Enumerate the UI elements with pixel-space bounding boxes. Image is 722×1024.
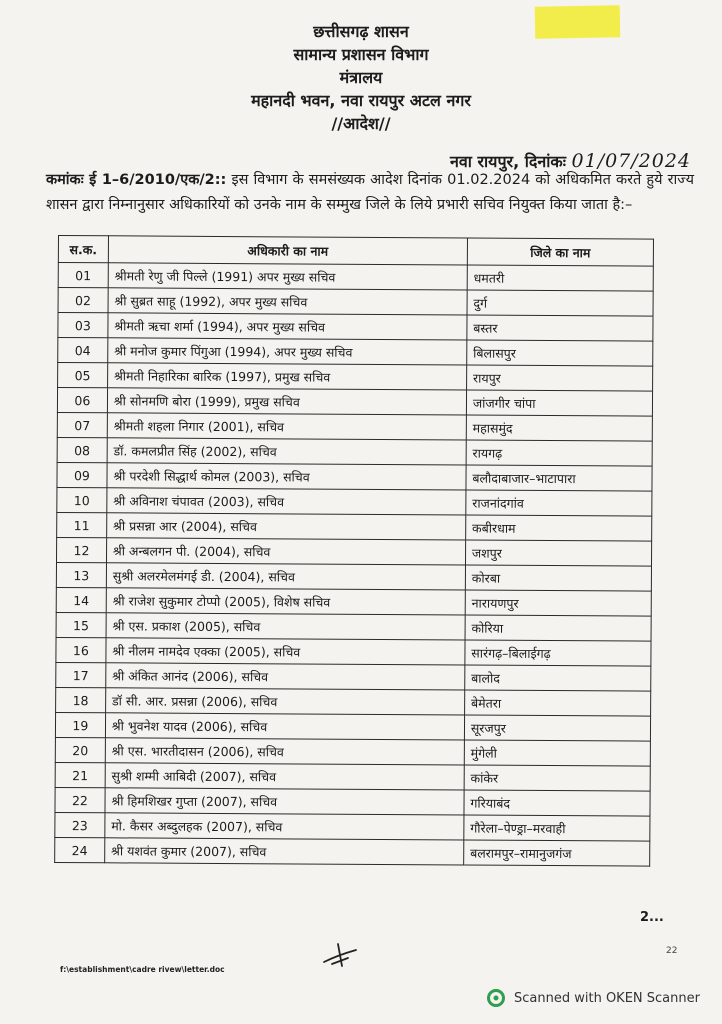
table-row: [55, 712, 650, 741]
oken-scanner-logo-icon: [486, 988, 506, 1008]
row-serial: 14: [56, 587, 106, 612]
order-reference: कमांकः ई 1–6/2010/एक/2::: [46, 172, 227, 188]
row-officer-name: श्री यशवंत कुमार (2007), सचिव: [104, 838, 463, 865]
row-district-name: बिलासपुर: [467, 340, 653, 366]
table-row: [58, 263, 653, 292]
row-serial: 10: [57, 487, 107, 512]
row-officer-name: श्री राजेश सुकुमार टोप्पो (2005), विशेष सचिव: [106, 588, 465, 615]
row-district-name: नारायणपुर: [465, 590, 651, 616]
row-officer-name: डॉ सी. आर. प्रसन्ना (2006), सचिव: [105, 688, 464, 715]
row-officer-name: श्री मनोज कुमार पिंगुआ (1994), अपर मुख्य सचिव: [108, 338, 467, 365]
row-district-name: कबीरधाम: [466, 515, 652, 541]
row-serial: 08: [57, 437, 107, 462]
row-serial: 05: [58, 363, 108, 388]
row-officer-name: सुश्री शम्मी आबिदी (2007), सचिव: [105, 763, 464, 790]
header-ministry: मंत्रालय: [339, 68, 383, 87]
table-row: [56, 587, 651, 616]
row-officer-name: श्री सोनमणि बोरा (1999), प्रमुख सचिव: [107, 388, 466, 415]
row-district-name: रायपुर: [466, 365, 652, 391]
row-district-name: गौरेला–पेण्ड्रा–मरवाही: [464, 815, 650, 841]
row-district-name: मुंगेली: [464, 740, 650, 766]
row-district-name: राजनांदगांव: [466, 490, 652, 516]
row-serial: 15: [56, 612, 106, 637]
row-district-name: कांकेर: [464, 765, 650, 791]
row-district-name: कोरबा: [465, 565, 651, 591]
table-row: [57, 437, 652, 466]
row-serial: 23: [55, 812, 105, 837]
header-officer: अधिकारी का नाम: [108, 236, 467, 265]
row-officer-name: श्री अन्बलगन पी. (2004), सचिव: [106, 538, 465, 565]
row-district-name: जांजगीर चांपा: [466, 390, 652, 416]
table-row: [57, 512, 652, 541]
row-officer-name: श्री प्रसन्ना आर (2004), सचिव: [106, 513, 465, 540]
row-district-name: जशपुर: [465, 540, 651, 566]
row-serial: 18: [56, 687, 106, 712]
row-serial: 20: [55, 737, 105, 762]
row-serial: 06: [57, 388, 107, 413]
table-row: [55, 762, 650, 791]
row-district-name: बेमेतरा: [464, 690, 650, 716]
row-district-name: दुर्ग: [467, 290, 653, 316]
row-district-name: महासमुंद: [466, 415, 652, 441]
header-order-title: //आदेश//: [331, 114, 391, 133]
row-officer-name: मो. कैसर अब्दुलहक (2007), सचिव: [105, 813, 464, 840]
row-serial: 13: [56, 562, 106, 587]
row-officer-name: श्री अविनाश चंपावत (2003), सचिव: [107, 488, 466, 515]
row-officer-name: श्री नीलम नामदेव एक्का (2005), सचिव: [106, 638, 465, 665]
scanner-watermark: [486, 988, 700, 1008]
table-row: [57, 487, 652, 516]
officer-district-table: [54, 235, 654, 867]
order-text: इस विभाग के समसंख्यक आदेश दिनांक 01.02.2024 को अधिकमित करते हुये राज्य शासन द्वारा निम्नानुसार अधिकारियों को उनके नाम के सम्मुख जिले के लिये प्रभारी सचिव नियुक्त किया जाता है:–: [46, 172, 694, 213]
table-row: [57, 412, 652, 441]
table-row: [55, 837, 650, 866]
row-serial: 03: [58, 313, 108, 338]
table-row: [56, 537, 651, 566]
row-serial: 11: [57, 512, 107, 537]
file-path: f:\establishment\cadre rivew\letter.doc: [60, 965, 225, 974]
table-row: [58, 288, 653, 317]
date-label: नवा रायपुर, दिनांकः: [450, 152, 566, 171]
header-department: सामान्य प्रशासन विभाग: [293, 45, 429, 64]
header-serial: स.क.: [58, 236, 108, 263]
row-district-name: धमतरी: [467, 265, 653, 291]
signature-mark: [318, 940, 362, 970]
table-row: [58, 338, 653, 367]
table-row: [57, 388, 652, 417]
table-row: [56, 612, 651, 641]
row-district-name: रायगढ़: [466, 440, 652, 466]
table-header-row: [58, 236, 653, 267]
row-officer-name: सुश्री अलरमेलमंगई डी. (2004), सचिव: [106, 563, 465, 590]
row-officer-name: श्री एस. प्रकाश (2005), सचिव: [106, 613, 465, 640]
row-officer-name: श्रीमती ऋचा शर्मा (1994), अपर मुख्य सचिव: [108, 313, 467, 340]
next-page-marker: 2...: [640, 910, 664, 925]
row-serial: 22: [55, 787, 105, 812]
row-district-name: बालोद: [465, 665, 651, 691]
page-number: 22: [666, 946, 678, 956]
row-district-name: बस्तर: [467, 315, 653, 341]
table-row: [56, 687, 651, 716]
row-district-name: गरियाबंद: [464, 790, 650, 816]
row-district-name: सूरजपुर: [464, 715, 650, 741]
row-serial: 02: [58, 288, 108, 313]
header-government: छत्तीसगढ़ शासन: [313, 22, 409, 41]
table-row: [58, 313, 653, 342]
order-paragraph: [46, 168, 694, 218]
table-row: [58, 363, 653, 392]
row-officer-name: श्री सुब्रत साहू (1992), अपर मुख्य सचिव: [108, 288, 467, 315]
row-district-name: सारंगढ़–बिलाईगढ़: [465, 640, 651, 666]
table-row: [55, 737, 650, 766]
row-officer-name: श्रीमती निहारिका बारिक (1997), प्रमुख सचिव: [107, 363, 466, 390]
table-row: [57, 462, 652, 491]
table-row: [55, 812, 650, 841]
row-serial: 12: [56, 537, 106, 562]
row-serial: 21: [55, 762, 105, 787]
row-serial: 24: [55, 837, 105, 862]
row-officer-name: श्री भुवनेश यादव (2006), सचिव: [105, 713, 464, 740]
table-body: [55, 263, 654, 867]
scanner-text: Scanned with OKEN Scanner: [514, 990, 700, 1006]
row-serial: 07: [57, 412, 107, 437]
row-officer-name: श्री एस. भारतीदासन (2006), सचिव: [105, 738, 464, 765]
table-row: [55, 787, 650, 816]
row-serial: 09: [57, 462, 107, 487]
row-serial: 16: [56, 637, 106, 662]
row-district-name: कोरिया: [465, 615, 651, 641]
row-officer-name: श्रीमती शहला निगार (2001), सचिव: [107, 413, 466, 440]
row-officer-name: डॉ. कमलप्रीत सिंह (2002), सचिव: [107, 438, 466, 465]
header-district: जिले का नाम: [467, 238, 653, 266]
row-officer-name: श्री परदेशी सिद्धार्थ कोमल (2003), सचिव: [107, 463, 466, 490]
date-value: 01/07/2024: [571, 150, 692, 172]
table-row: [56, 637, 651, 666]
row-officer-name: श्रीमती रेणु जी पिल्ले (1991) अपर मुख्य सचिव: [108, 263, 467, 290]
row-serial: 01: [58, 263, 108, 288]
row-district-name: बलरामपुर–रामानुजगंज: [464, 840, 650, 866]
header-address: महानदी भवन, नवा रायपुर अटल नगर: [251, 91, 471, 110]
table-row: [56, 562, 651, 591]
row-serial: 19: [55, 712, 105, 737]
row-district-name: बलौदाबाजार–भाटापारा: [466, 465, 652, 491]
row-serial: 04: [58, 338, 108, 363]
row-serial: 17: [56, 662, 106, 687]
row-officer-name: श्री हिमशिखर गुप्ता (2007), सचिव: [105, 788, 464, 815]
table-row: [56, 662, 651, 691]
row-officer-name: श्री अंकित आनंद (2006), सचिव: [106, 663, 465, 690]
document-header: [0, 20, 722, 135]
